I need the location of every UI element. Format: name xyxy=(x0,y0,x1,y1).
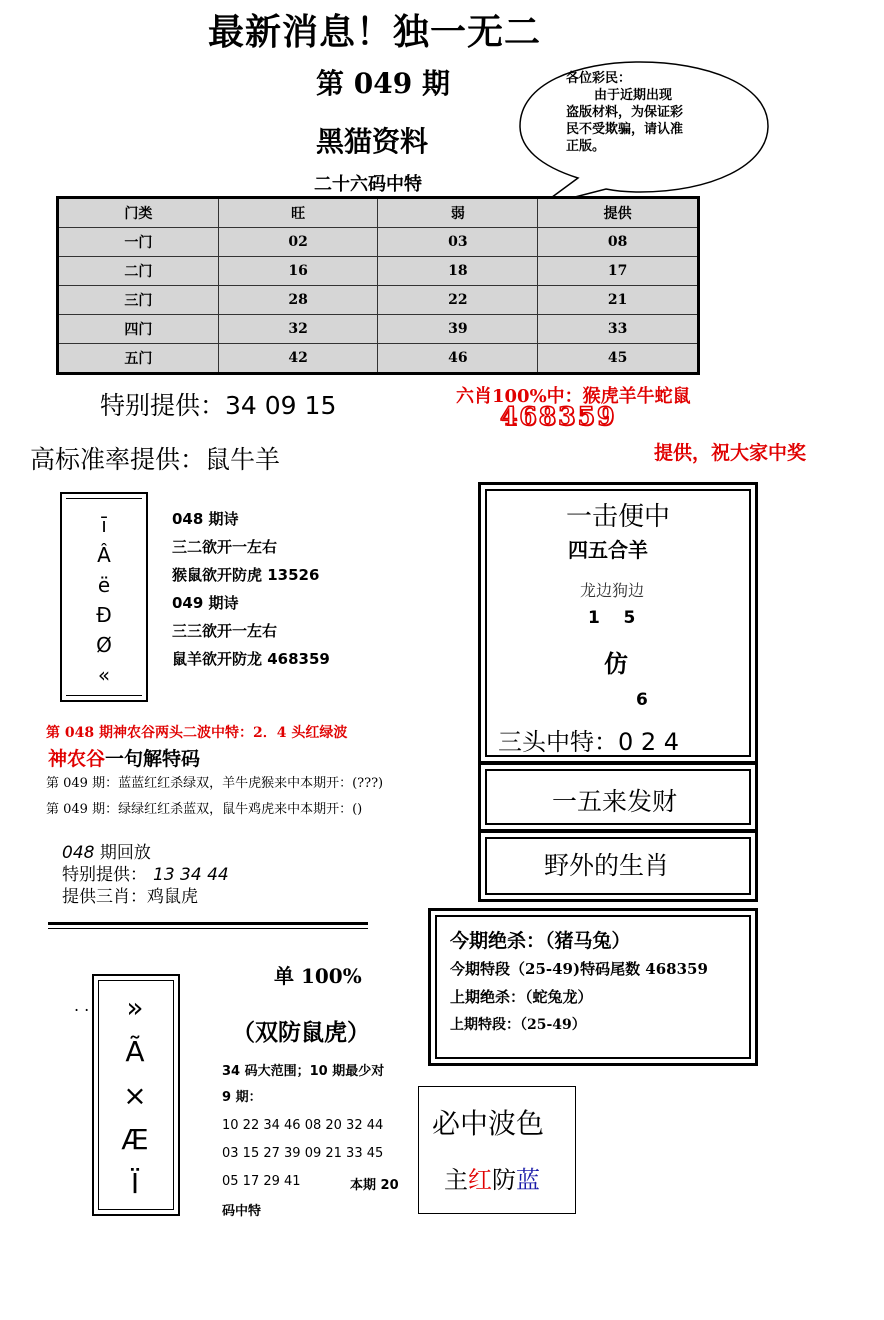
table-cell: 46 xyxy=(378,344,538,374)
table-header: 门类 xyxy=(58,198,219,228)
kill-line: 今期绝杀：（猪马兔） xyxy=(450,930,631,952)
poem-line: 猴鼠欲开防虎 13526 xyxy=(172,566,320,584)
table-cell: 17 xyxy=(538,257,699,286)
wave-blue: 蓝 xyxy=(516,1166,540,1194)
range-title: 9 期： xyxy=(222,1090,262,1105)
glyph: » xyxy=(126,991,144,1024)
glyph: Æ xyxy=(121,1123,149,1156)
wave-red: 红 xyxy=(468,1166,492,1194)
table-cell: 28 xyxy=(218,286,378,315)
bubble-line: 盗版材料，为保证彩 xyxy=(566,105,684,120)
bubble-line: 正版。 xyxy=(566,139,606,154)
range-numbers: 10 22 34 46 08 20 32 44 xyxy=(222,1118,384,1133)
three-head-special: 三头中特：0 2 4 xyxy=(498,728,680,756)
high-rate-offer: 高标准率提供：鼠牛羊 xyxy=(30,445,281,474)
table-cell: 03 xyxy=(378,228,538,257)
glyph: ë xyxy=(97,573,111,597)
six-zodiac-numbers: 468359 xyxy=(500,402,617,431)
hit-box-title: 一击便中 xyxy=(566,502,671,532)
hit-box-fang: 仿 xyxy=(604,649,628,678)
single-sub: （双防鼠虎） xyxy=(232,1019,370,1046)
shennong-title xyxy=(48,744,200,771)
document-name: 黑猫资料 xyxy=(316,125,429,158)
shennong-row: 第 049 期：蓝蓝红红杀绿双，羊牛虎猴来中本期开：(???) xyxy=(46,776,384,791)
glyph: Ã xyxy=(125,1035,145,1068)
kill-line: 上期特段：（25-49） xyxy=(450,1017,586,1033)
kill-line: 上期绝杀：（蛇兔龙） xyxy=(450,988,593,1006)
wild-zodiac-text: 野外的生肖 xyxy=(544,851,670,880)
poem-line: 鼠羊欲开防龙 468359 xyxy=(172,650,330,668)
table-cell: 三门 xyxy=(58,286,219,315)
glyph: ī xyxy=(101,513,107,537)
single-title: 单 100% xyxy=(274,964,362,988)
table-cell: 22 xyxy=(378,286,538,315)
number-table xyxy=(56,196,700,375)
table-cell: 四门 xyxy=(58,315,219,344)
review-three-value: 鸡鼠虎 xyxy=(147,887,198,907)
wave-title: 必中波色 xyxy=(432,1107,545,1140)
review-title-num: 048 xyxy=(62,843,95,863)
special-offer-label: 特别提供： xyxy=(100,391,226,420)
divider xyxy=(48,928,368,929)
range-numbers: 05 17 29 41 xyxy=(222,1174,301,1189)
hit-box-subtitle: 四五合羊 xyxy=(568,538,648,562)
table-caption: 二十六码中特 xyxy=(314,174,422,195)
hit-box-numbers: 1 5 xyxy=(588,608,636,628)
hit-box-line: 龙边狗边 xyxy=(580,581,645,600)
table-header: 旺 xyxy=(218,198,378,228)
glyph-column xyxy=(120,986,150,1206)
dots: . . xyxy=(74,996,90,1015)
bubble-line: 各位彩民： xyxy=(566,71,632,86)
range-title: 34 码大范围；10 期最少对 xyxy=(222,1064,385,1079)
table-cell: 五门 xyxy=(58,344,219,374)
table-cell: 33 xyxy=(538,315,699,344)
glyph: × xyxy=(123,1079,147,1112)
shennong-row: 第 049 期：绿绿红红杀蓝双，鼠牛鸡虎来中本期开：() xyxy=(46,802,363,817)
glyph-box xyxy=(92,974,180,1216)
shennong-title-rest: 一句解特码 xyxy=(105,748,201,770)
bubble-line: 由于近期出现 xyxy=(594,88,673,103)
table-row xyxy=(58,257,699,286)
review-special-value: 13 34 44 xyxy=(153,865,229,885)
table-header: 弱 xyxy=(378,198,538,228)
table-cell: 一门 xyxy=(58,228,219,257)
six-zodiac-title: 六肖100%中：猴虎羊牛蛇鼠 xyxy=(456,386,691,407)
bubble-line: 民不受欺骗，请认准 xyxy=(566,122,684,137)
review-special-label: 特别提供： xyxy=(62,865,147,885)
table-cell: 二门 xyxy=(58,257,219,286)
wave-main: 主 xyxy=(444,1166,468,1194)
table-row xyxy=(58,315,699,344)
issue-number: 第 049 期 xyxy=(316,67,450,100)
shennong-line: 第 048 期神农谷两头二波中特：2．4 头红绿波 xyxy=(46,725,348,741)
this-issue: 码中特 xyxy=(222,1204,262,1219)
wave-colors xyxy=(444,1160,540,1195)
table-cell: 32 xyxy=(218,315,378,344)
table-cell: 45 xyxy=(538,344,699,374)
poem-line: 049 期诗 xyxy=(172,594,239,612)
table-cell: 16 xyxy=(218,257,378,286)
table-row xyxy=(58,344,699,374)
table-cell: 21 xyxy=(538,286,699,315)
this-issue: 本期 20 xyxy=(350,1178,399,1193)
glyph-column xyxy=(92,510,116,690)
provide-wish: 提供，祝大家中奖 xyxy=(654,442,807,464)
wave-fang: 防 xyxy=(492,1166,516,1194)
bubble-text xyxy=(566,70,726,154)
glyph: Ø xyxy=(96,633,112,657)
review-three-label: 提供三肖： xyxy=(62,887,147,907)
range-numbers: 03 15 27 39 09 21 33 45 xyxy=(222,1146,384,1161)
glyph: Ï xyxy=(130,1167,140,1200)
poem-line: 三二欲开一左右 xyxy=(172,538,278,556)
main-title: 最新消息！独一无二 xyxy=(208,11,542,53)
table-row xyxy=(58,228,699,257)
table-cell: 39 xyxy=(378,315,538,344)
kill-line: 今期特段（25-49)特码尾数 468359 xyxy=(450,960,708,978)
special-offer xyxy=(100,386,336,422)
glyph-box xyxy=(60,492,148,702)
table-cell: 08 xyxy=(538,228,699,257)
table-cell: 02 xyxy=(218,228,378,257)
glyph: « xyxy=(97,663,111,687)
glyph: Ð xyxy=(96,603,112,627)
hit-box-six: 6 xyxy=(636,690,648,710)
review-title-rest: 期回放 xyxy=(94,843,151,863)
table-row xyxy=(58,286,699,315)
poem-line: 三三欲开一左右 xyxy=(172,622,278,640)
table-header-row xyxy=(58,198,699,228)
shennong-title-red: 神农谷 xyxy=(48,748,106,770)
table-cell: 18 xyxy=(378,257,538,286)
table-cell: 42 xyxy=(218,344,378,374)
divider xyxy=(48,922,368,925)
review-three xyxy=(62,882,198,907)
table-header: 提供 xyxy=(538,198,699,228)
slogan-text: 一五来发财 xyxy=(552,787,678,816)
glyph: Â xyxy=(97,543,111,567)
poem-line: 048 期诗 xyxy=(172,510,239,528)
special-offer-value: 34 09 15 xyxy=(225,391,337,420)
